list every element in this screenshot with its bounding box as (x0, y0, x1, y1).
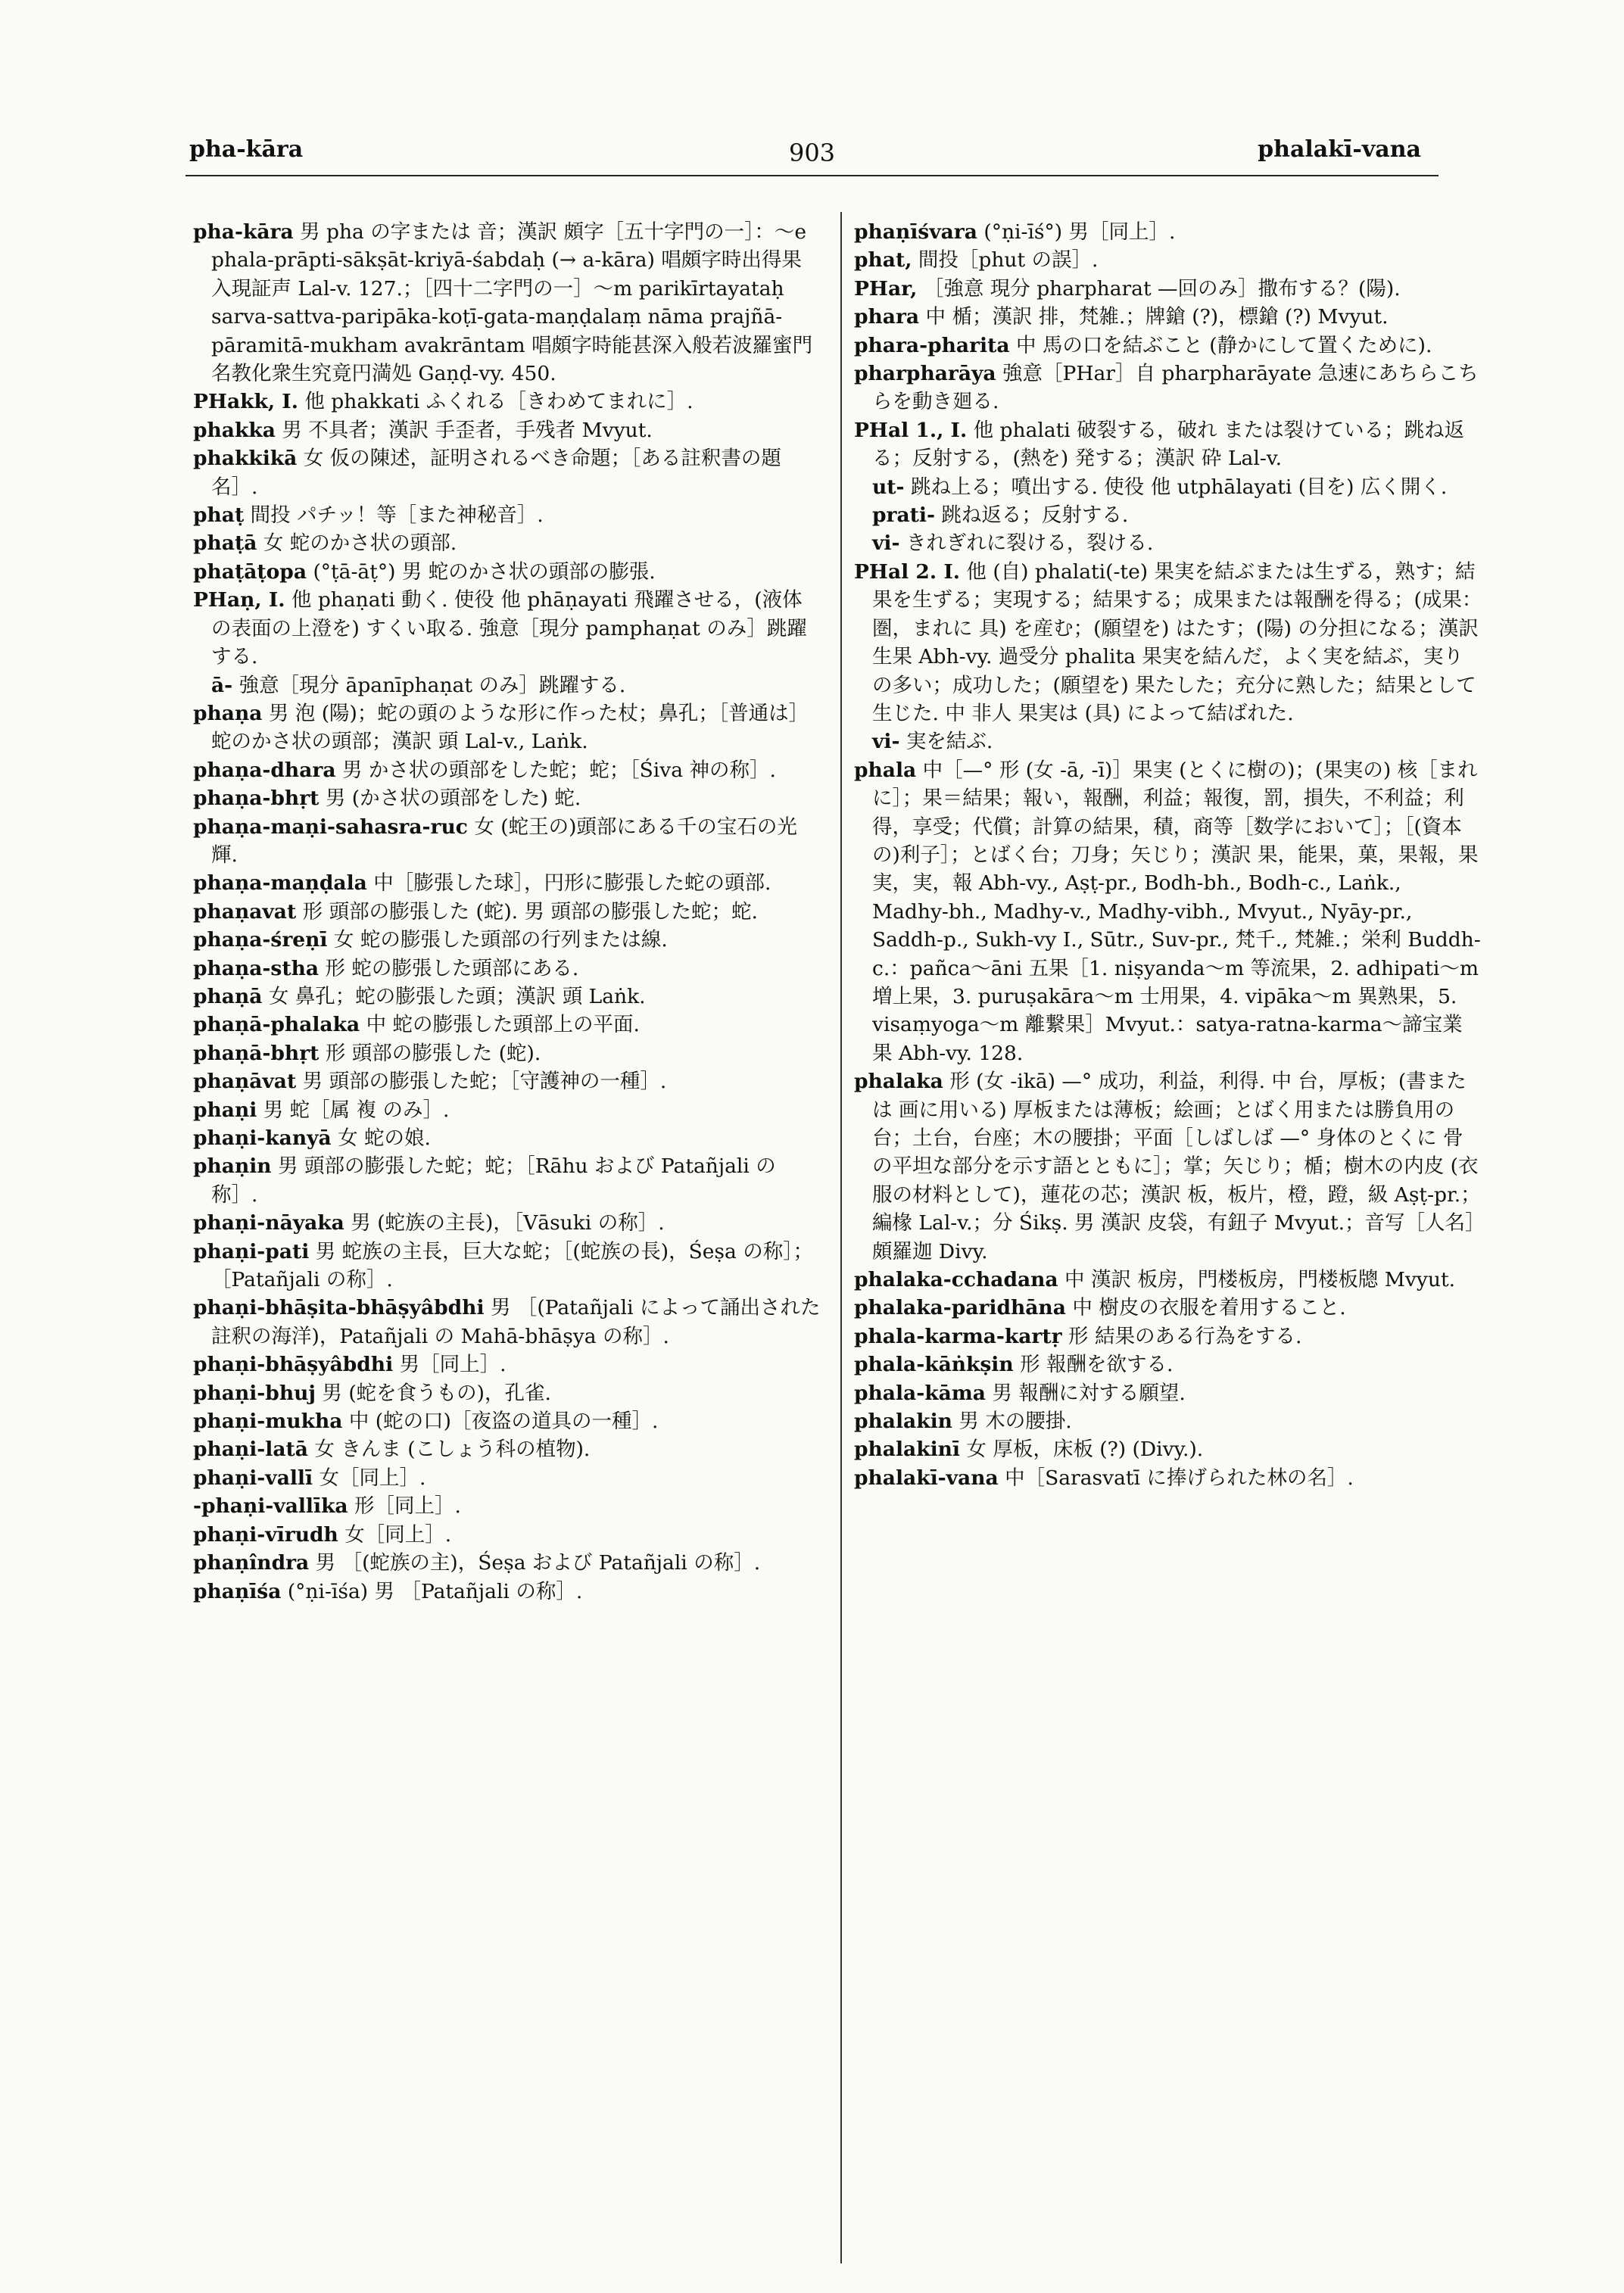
entry-definition: 形 頭部の膨張した (蛇). 男 頭部の膨張した蛇；蛇. (302, 899, 758, 924)
entry-definition: 跳ね上る；噴出する. 使役 他 utphālayati (目を) 広く開く. (910, 475, 1448, 499)
entry-headword: phaṇavat (193, 899, 297, 924)
entry-headword: pha-kāra (193, 220, 294, 244)
entry-headword: phaṭā (193, 531, 257, 556)
page-number: 903 (788, 139, 836, 167)
dictionary-entry (193, 1039, 821, 1067)
entry-definition: 男 不具者；漢訳 手歪者，手残者 Mvyut. (282, 418, 653, 442)
right-column (854, 218, 1482, 1492)
entry-definition: 男［同上］. (399, 1353, 507, 1377)
entry-headword: phaṇa-dhara (193, 758, 336, 782)
entry-definition: 中 漢訳 板房，門楼板房，門楼板牕 Mvyut. (1064, 1268, 1456, 1292)
entry-definition: 男 蛇族の主長，巨大な蛇；［(蛇族の長)，Śeṣa の称］；［Patañjali の称］. (211, 1239, 814, 1292)
dictionary-entry (193, 586, 821, 671)
dictionary-entry (854, 246, 1482, 274)
dictionary-entry (854, 529, 1482, 557)
header-rule (185, 175, 1439, 176)
dictionary-entry (193, 1209, 821, 1237)
dictionary-entry (854, 416, 1482, 473)
dictionary-entry (193, 983, 821, 1011)
entry-definition: 形 報酬を欲する. (1020, 1353, 1174, 1377)
entry-headword: phala-kāṅkṣin (854, 1353, 1014, 1377)
entry-definition: 形 頭部の膨張した (蛇). (325, 1041, 541, 1065)
column-divider (840, 212, 842, 2263)
dictionary-entry (854, 1379, 1482, 1407)
entry-headword: phalakī-vana (854, 1466, 999, 1490)
entry-definition: 男 頭部の膨張した蛇；［守護神の一種］. (302, 1070, 667, 1094)
entry-definition: 女 (蛇王の)頭部にある千の宝石の光輝. (211, 815, 797, 867)
entry-definition: 男 泡 (陽)；蛇の頭のような形に作った杖；鼻孔；［普通は］蛇のかさ状の頭部；漢訳 頭 Lal-v., Laṅk. (211, 701, 809, 754)
entry-definition: 女 きんま (こしょう科の植物). (314, 1438, 591, 1462)
dictionary-entry (193, 558, 821, 586)
entry-headword: PHaṇ, I. (193, 588, 285, 612)
dictionary-entry (854, 218, 1482, 246)
entry-definition: 男 (かさ状の頭部をした) 蛇. (325, 787, 581, 811)
dictionary-entry (193, 1464, 821, 1492)
entry-headword: phaṇīśvara (854, 220, 977, 244)
entry-definition: きれぎれに裂ける，裂ける. (906, 531, 1154, 556)
entry-headword: phalaka-paridhāna (854, 1296, 1066, 1320)
entry-definition: 女 蛇の娘. (338, 1126, 431, 1150)
entry-headword: phaṇa-stha (193, 956, 320, 980)
entry-headword: phara-pharita (854, 333, 1010, 357)
entry-headword: phat, (854, 248, 912, 273)
entry-headword: phaṇi (193, 1098, 257, 1122)
dictionary-entry (193, 416, 821, 444)
dictionary-entry (193, 1492, 821, 1520)
dictionary-entry (854, 1435, 1482, 1463)
entry-definition: 中 楯；漢訳 排，梵雑.；牌鎗 (?)，標鎗 (?) Mvyut. (925, 305, 1389, 329)
entry-definition: 強意［現分 āpanīphaṇat のみ］跳躍する. (238, 673, 626, 697)
entry-headword: phaṇi-bhāṣyâbdhi (193, 1353, 394, 1377)
dictionary-entry (854, 360, 1482, 416)
entry-definition: ［強意 現分 pharpharat —回のみ］撒布する？(陽). (923, 276, 1401, 301)
entry-definition: 中 蛇の膨張した頭部上の平面. (366, 1013, 640, 1037)
entry-headword: phalaka (854, 1070, 943, 1094)
dictionary-entry (193, 813, 821, 870)
dictionary-entry (193, 1549, 821, 1577)
entry-definition: 男 蛇［属 複 のみ］. (263, 1098, 450, 1122)
entry-headword: phaṇā (193, 984, 263, 1008)
dictionary-entry (193, 1152, 821, 1209)
entry-headword: phalakin (854, 1410, 952, 1434)
entry-headword: phaṇi-bhuj (193, 1381, 316, 1405)
entry-headword: phara (854, 305, 920, 329)
dictionary-entry (193, 1407, 821, 1435)
entry-headword: phakka (193, 418, 276, 442)
dictionary-entry (193, 1578, 821, 1606)
entry-definition: 中［膨張した球］，円形に膨張した蛇の頭部. (373, 871, 771, 896)
entry-definition: 他 phaṇati 動く. 使役 他 phāṇayati 飛躍させる，(液体の表面の上澄を) すくい取る. 強意［現分 pamphaṇat のみ］跳躍する. (211, 588, 807, 669)
dictionary-entry (193, 898, 821, 926)
entry-headword: phakkikā (193, 447, 298, 471)
dictionary-entry (193, 1067, 821, 1095)
entry-headword: phaṇā-phalaka (193, 1013, 360, 1037)
entry-definition: 男 ［(蛇族の主)，Śeṣa および Patañjali の称］. (315, 1551, 761, 1575)
entry-headword: -phaṇi-vallīka (193, 1494, 348, 1519)
dictionary-entry (854, 558, 1482, 727)
dictionary-entry (854, 275, 1482, 303)
entry-headword: phala-kāma (854, 1381, 986, 1405)
dictionary-entry (193, 869, 821, 897)
dictionary-entry (193, 955, 821, 983)
entry-definition: 形［同上］. (354, 1494, 461, 1519)
entry-headword: phaṇi-vallī (193, 1466, 313, 1490)
dictionary-entry (193, 1011, 821, 1039)
running-head-left: pha-kāra (189, 136, 304, 163)
dictionary-entry (854, 727, 1482, 756)
dictionary-entry (193, 444, 821, 501)
dictionary-entry (193, 1379, 821, 1407)
entry-headword: phaṇa-maṇi-sahasra-ruc (193, 815, 468, 839)
entry-definition: 女［同上］. (344, 1522, 452, 1547)
entry-definition: 間投 パチッ！等［また神秘音］. (250, 503, 544, 528)
entry-headword: phalakinī (854, 1438, 960, 1462)
entry-definition: 中［Sarasvatī に捧げられた林の名］. (1005, 1466, 1354, 1490)
entry-definition: 女 鼻孔；蛇の膨張した頭；漢訳 頭 Laṅk. (268, 984, 646, 1008)
dictionary-entry (854, 1067, 1482, 1266)
entry-headword: phala-karma-kartṛ (854, 1324, 1062, 1348)
dictionary-entry (193, 1435, 821, 1463)
dictionary-entry (854, 1294, 1482, 1322)
entry-headword: PHal 1., I. (854, 418, 968, 442)
entry-headword: pharpharāya (854, 362, 996, 386)
entry-definition: 形 (女 -ikā) —° 成功，利益，利得. 中 台，厚板；(書または 画に用いる) 厚板または薄板；絵画；とばく用または勝負用の台；土台，台座；木の腰掛；平面［しばしば —° 身体のとくに 骨の平坦な部分を示す語とともに］；掌；矢じり；楯；樹木の内皮 (衣服の材料として)，蓮花の芯；漢訳 板，板片，橙，蹬，級 Aṣṭ-pr.；編椽 Lal-v.；分 Śikṣ. 男 漢訳 皮袋，有鈕子 Mvyut.；音写［人名］頗羅迦 Divy. (872, 1070, 1481, 1263)
entry-definition: 形 蛇の膨張した頭部にある. (325, 956, 579, 980)
entry-headword: phaṇîndra (193, 1551, 310, 1575)
entry-definition: 他 phakkati ふくれる［きわめてまれに］. (304, 390, 694, 414)
left-column (193, 218, 821, 1606)
entry-headword: phaṇāvat (193, 1070, 297, 1094)
dictionary-entry (193, 1096, 821, 1124)
entry-definition: 男 pha の字または 音；漢訳 頗字［五十字門の一］：～e phala-prāpti-sākṣāt-kriyā-śabdaḥ (→ a-kāra) 唱頗字時出得果入現証声 Lal-v. 127.；［四十二字門の一］～m parikīrtayataḥ sarva-sattva-paripāka-koṭī-gata-maṇḍalaṃ nāma prajñā-pāramitā-mukham avakrāntam 唱頗字時能甚深入般若波羅蜜門名教化衆生究竟円満処 Gaṇḍ-vy. 450. (211, 220, 813, 386)
entry-definition: 女 蛇の膨張した頭部の行列または線. (333, 928, 668, 952)
entry-headword: PHar, (854, 276, 918, 301)
entry-headword: phaṇi-pati (193, 1239, 310, 1263)
entry-headword: phaṇi-kanyā (193, 1126, 332, 1150)
entry-definition: 中 樹皮の衣服を着用すること. (1072, 1296, 1346, 1320)
entry-headword: phaṇi-vīrudh (193, 1522, 338, 1547)
dictionary-entry (193, 784, 821, 812)
entry-headword: phaṇi-bhāṣita-bhāṣyâbdhi (193, 1296, 485, 1320)
entry-headword: phaṇa-maṇḍala (193, 871, 367, 896)
dictionary-entry (193, 1238, 821, 1294)
entry-definition: 男 報酬に対する願望. (992, 1381, 1186, 1405)
dictionary-entry (193, 1124, 821, 1152)
running-head-right: phalakī-vana (1258, 136, 1421, 163)
entry-headword: phaṇi-nāyaka (193, 1211, 344, 1235)
entry-definition: 女 厚板，床板 (?) (Divy.). (966, 1438, 1204, 1462)
entry-headword: phaṭ (193, 503, 245, 528)
entry-headword: vi- (872, 730, 900, 754)
dictionary-entry (193, 1294, 821, 1351)
entry-headword: phaṇā-bhṛt (193, 1041, 320, 1065)
dictionary-entry (854, 1351, 1482, 1379)
dictionary-entry (854, 1464, 1482, 1492)
entry-headword: ā- (211, 673, 233, 697)
entry-headword: ut- (872, 475, 905, 499)
dictionary-entry (193, 1521, 821, 1549)
entry-headword: PHal 2. I. (854, 559, 960, 584)
entry-definition: (°ṇi-īśa) 男 ［Patañjali の称］. (287, 1579, 583, 1603)
entry-definition: 男 ［(Patañjali によって誦出された註釈の海洋)，Patañjali の Mahā-bhāṣya の称］. (211, 1296, 821, 1348)
dictionary-entry (193, 671, 821, 699)
entry-definition: 女 仮の陳述，証明されるべき命題；［ある註釈書の題名］. (211, 447, 781, 499)
dictionary-entry (854, 1266, 1482, 1294)
entry-definition: 男 頭部の膨張した蛇；蛇；［Rāhu および Patañjali の称］. (211, 1154, 776, 1207)
entry-headword: prati- (872, 503, 935, 528)
dictionary-entry (854, 501, 1482, 529)
dictionary-entry (854, 1407, 1482, 1435)
entry-definition: (°ṇi-īś°) 男［同上］. (983, 220, 1176, 244)
entry-headword: phaṇa-bhṛt (193, 787, 320, 811)
entry-definition: 間投［phut の誤］. (918, 248, 1099, 273)
dictionary-entry (193, 218, 821, 388)
entry-headword: vi- (872, 531, 900, 556)
dictionary-entry (193, 699, 821, 756)
dictionary-entry (854, 756, 1482, 1067)
entry-definition: 他 (自) phalati(-te) 果実を結ぶまたは生ずる，熟す；結果を生ずる；実現する；結果する；成果または報酬を得る；(成果：圏，まれに 具) を産む；(願望を) はたす；(陽) の分担になる；漢訳 生果 Abh-vy. 過受分 phalita 果実を結んだ，よく実を結ぶ，実りの多い；成功した；(願望を) 果たした；充分に熟した；結果として生じた. 中 非人 果実は (具) によって結ばれた. (872, 559, 1482, 725)
entry-definition: 跳ね返る；反射する. (941, 503, 1129, 528)
entry-headword: PHakk, I. (193, 390, 298, 414)
entry-definition: 中 馬の口を結ぶこと (静かにして置くために). (1015, 333, 1432, 357)
dictionary-entry (854, 332, 1482, 360)
entry-definition: 形 結果のある行為をする. (1068, 1324, 1302, 1348)
entry-definition: 男 (蛇を食うもの)，孔雀. (322, 1381, 551, 1405)
entry-definition: 強意［PHar］自 pharpharāyate 急速にあちらこちらを動き廻る. (872, 362, 1479, 414)
dictionary-entry (193, 388, 821, 416)
dictionary-entry (854, 473, 1482, 501)
entry-definition: 中［—° 形 (女 -ā, -ī)］果実 (とくに樹の)；(果実の) 核［まれに］；果＝結果；報い，報酬，利益；報復，罰，損失，不利益；利得，享受；代償；計算の結果，積，商等［数学において］；［(資本の)利子］；とばく台；刀身；矢じり；漢訳 果，能果，菓，果報，果実，実，報 Abh-vy., Aṣṭ-pr., Bodh-bh., Bodh-c., Laṅk., Madhy-bh., Madhy-v., Madhy-vibh., Mvyut., Nyāy-pr., Saddh-p., Sukh-vy I., Sūtr., Suv-pr., 梵千., 梵雑.；栄利 Buddh-c.：pañca～āni 五果［1. niṣyanda～m 等流果，2. adhipati～m 増上果，3. puruṣakāra～m 士用果，4. vipāka～m 異熟果，5. visaṃyoga～m 離繋果］Mvyut.：satya-ratna-karma～諦宝業果 Abh-vy. 128. (872, 758, 1481, 1065)
entry-definition: 実を結ぶ. (906, 730, 993, 754)
entry-headword: phaṭāṭopa (193, 559, 307, 584)
entry-headword: phaṇīśa (193, 1579, 282, 1603)
entry-definition: 女 蛇のかさ状の頭部. (263, 531, 457, 556)
entry-definition: 女［同上］. (319, 1466, 426, 1490)
entry-definition: (°ṭā-āṭ°) 男 蛇のかさ状の頭部の膨張. (313, 559, 656, 584)
entry-headword: phaṇa (193, 701, 263, 725)
dictionary-entry (193, 926, 821, 954)
dictionary-entry (193, 501, 821, 529)
dictionary-entry (854, 1323, 1482, 1351)
dictionary-entry (193, 529, 821, 557)
entry-definition: 男 (蛇族の主長)，［Vāsuki の称］. (351, 1211, 665, 1235)
entry-headword: phaṇi-latā (193, 1438, 308, 1462)
entry-headword: phalaka-cchadana (854, 1268, 1058, 1292)
entry-headword: phaṇa-śreṇī (193, 928, 328, 952)
dictionary-entry (193, 756, 821, 784)
entry-definition: 他 phalati 破裂する，破れ または裂けている；跳ね返る；反射する，(熱を) 発する；漢訳 砕 Lal-v. (872, 418, 1465, 471)
entry-headword: phala (854, 758, 917, 782)
entry-headword: phaṇin (193, 1154, 272, 1179)
entry-definition: 中 (蛇の口)［夜盗の道具の一種］. (348, 1410, 659, 1434)
entry-headword: phaṇi-mukha (193, 1410, 343, 1434)
entry-definition: 男 かさ状の頭部をした蛇；蛇；［Śiva 神の称］. (341, 758, 776, 782)
dictionary-entry (854, 303, 1482, 331)
entry-definition: 男 木の腰掛. (959, 1410, 1072, 1434)
dictionary-entry (193, 1351, 821, 1379)
